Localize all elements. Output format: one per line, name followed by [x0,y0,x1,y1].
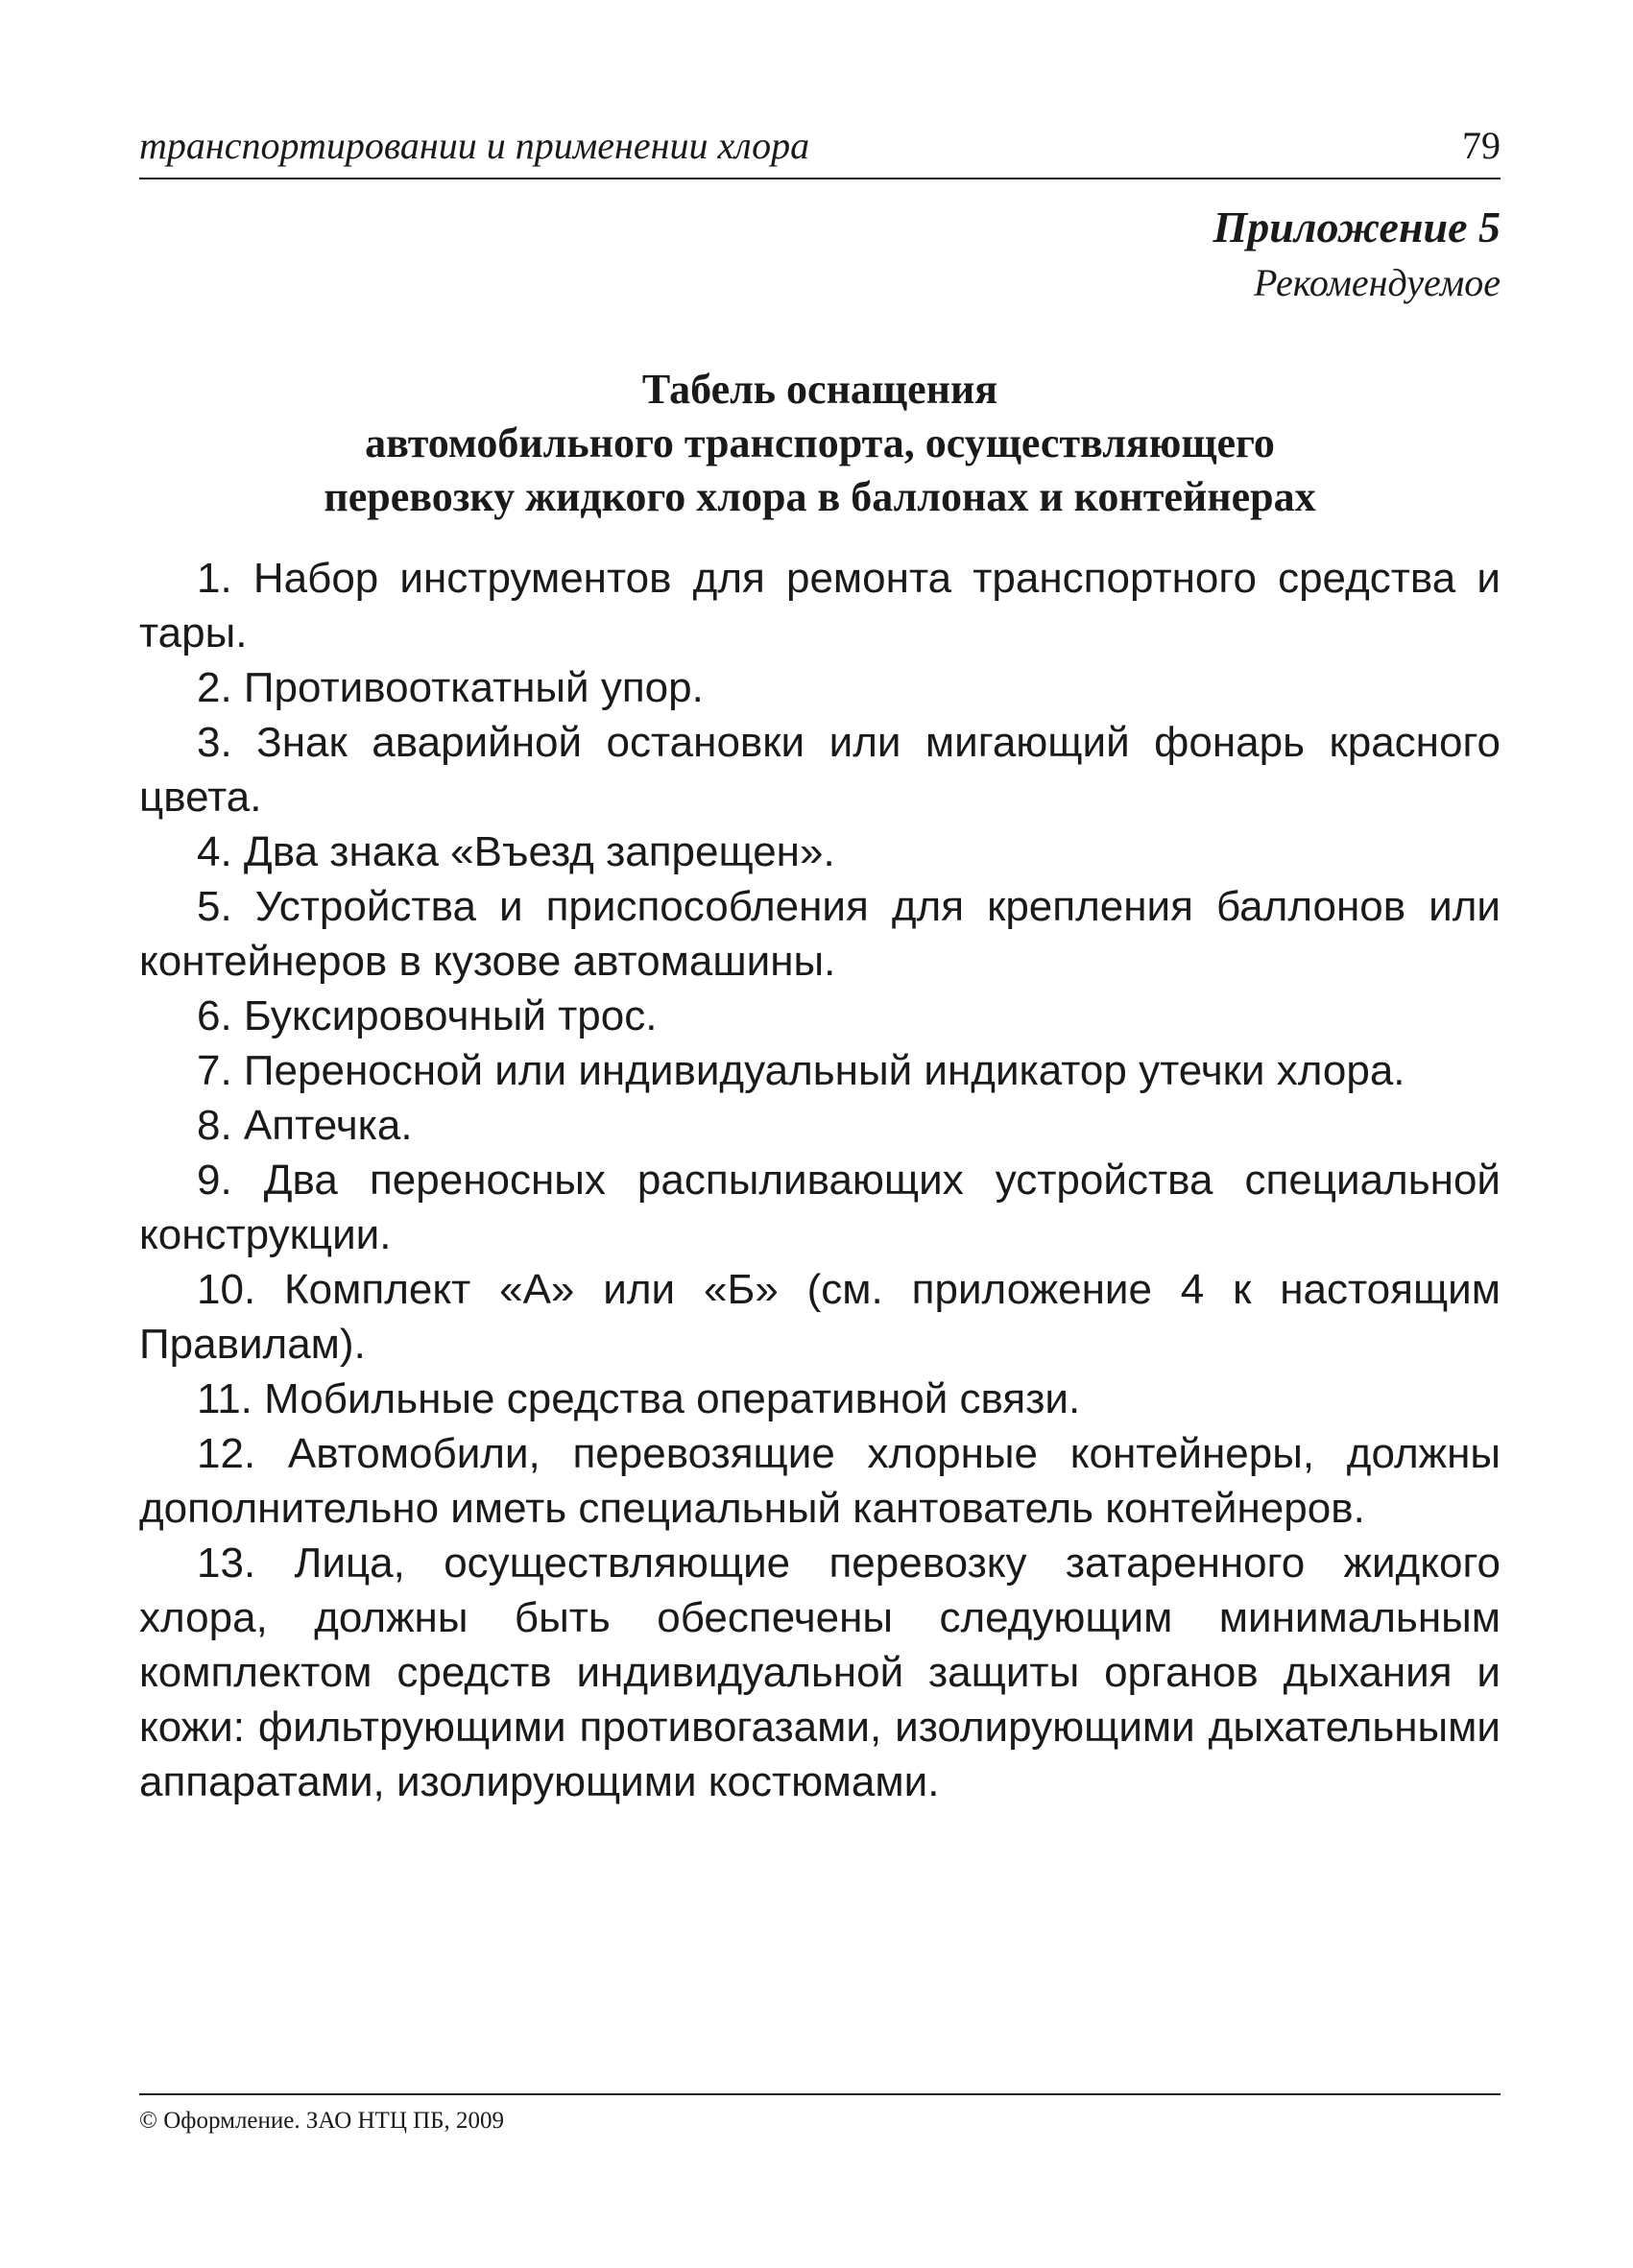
running-head-title: транспортировании и применении хлора [139,124,810,167]
list-item: 6. Буксировочный трос. [197,992,658,1039]
title-line: Табель оснащения [641,366,998,413]
title-line: автомобильного транспорта, осуществляющего [365,419,1275,466]
list-item: 7. Переносной или индивидуальный индикатор утечки хлора. [197,1047,1405,1094]
list-item: 5. Устройства и приспособления для крепления баллонов или контейнеров в кузове автомашины. [139,883,1501,985]
equipment-list [139,551,1501,1809]
list-item: 12. Автомобили, перевозящие хлорные контейнеры, должны дополнительно иметь специальный кантователь контейнеров. [139,1430,1501,1532]
list-item: 1. Набор инструментов для ремонта транспортного средства и тары. [139,555,1501,657]
list-item: 8. Аптечка. [197,1102,413,1149]
appendix-label: Приложение 5 [1213,203,1501,251]
header-divider [139,178,1501,179]
document-title [139,363,1501,524]
appendix-status: Рекомендуемое [1253,261,1501,304]
list-item: 10. Комплект «А» или «Б» (см. приложение 4 к настоящим Правилам). [139,1266,1501,1368]
list-item: 9. Два переносных распыливающих устройства специальной конструкции. [139,1157,1501,1258]
title-line: перевозку жидкого хлора в баллонах и контейнерах [324,473,1316,520]
list-item: 2. Противооткатный упор. [197,664,704,711]
list-item: 3. Знак аварийной остановки или мигающий фонарь красного цвета. [139,719,1501,821]
footer-copyright: © Оформление. ЗАО НТЦ ПБ, 2009 [139,2108,505,2134]
list-item: 13. Лица, осуществляющие перевозку затаренного жидкого хлора, должны быть обеспечены следующим минимальным комплектом средств индивидуальной защиты органов дыхания и кожи: фильтрующими противогазами, изолирующими дыхательными аппаратами, изолирующими костюмами. [139,1540,1501,1805]
list-item: 11. Мобильные средства оперативной связи. [197,1375,1081,1422]
list-item: 4. Два знака «Въезд запрещен». [197,828,835,875]
footer-divider [139,2093,1501,2095]
page-number: 79 [1462,124,1501,167]
